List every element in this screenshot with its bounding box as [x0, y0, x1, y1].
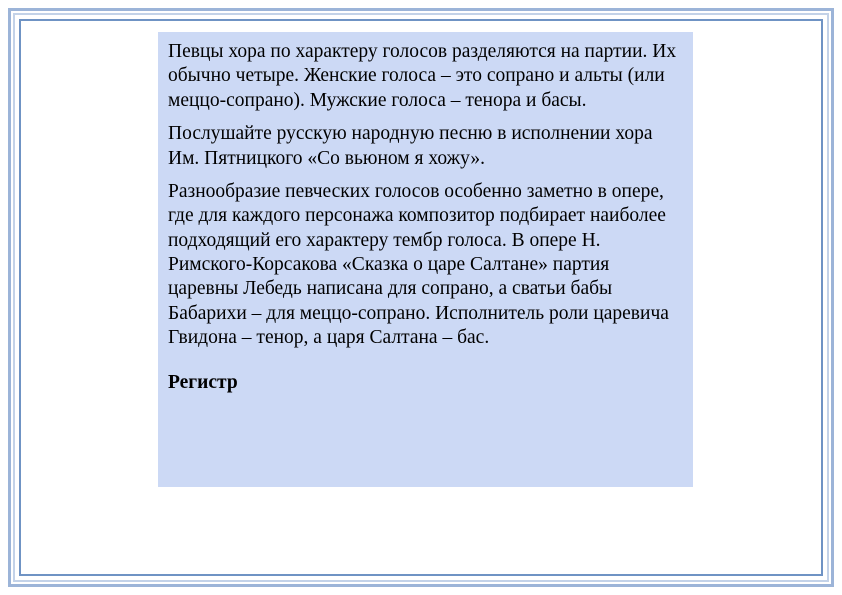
paragraph-3: Разнообразие певческих голосов особенно заметно в опере, где для каждого персонажа композитор подбирает наиболее подходящий его характеру тембр голоса. В опере Н. Римского-Корсакова «Сказка о царе Салтане» партия царевны Лебедь написана для сопрано, а сватьи бабы Бабарихи – для меццо-сопрано. Исполнитель роли царевича Гвидона – тенор, а царя Салтана – бас. [168, 180, 669, 349]
paragraph-2: Послушайте русскую народную песню в исполнении хора Им. Пятницкого «Со вьюном я хожу». [168, 123, 653, 169]
text-content-panel [158, 32, 693, 487]
section-heading: Регистр [168, 371, 238, 393]
paragraph-1: Певцы хора по характеру голосов разделяются на партии. Их обычно четыре. Женские голоса – это сопрано и альты (или меццо-сопрано). Мужские голоса – тенора и басы. [168, 41, 677, 111]
